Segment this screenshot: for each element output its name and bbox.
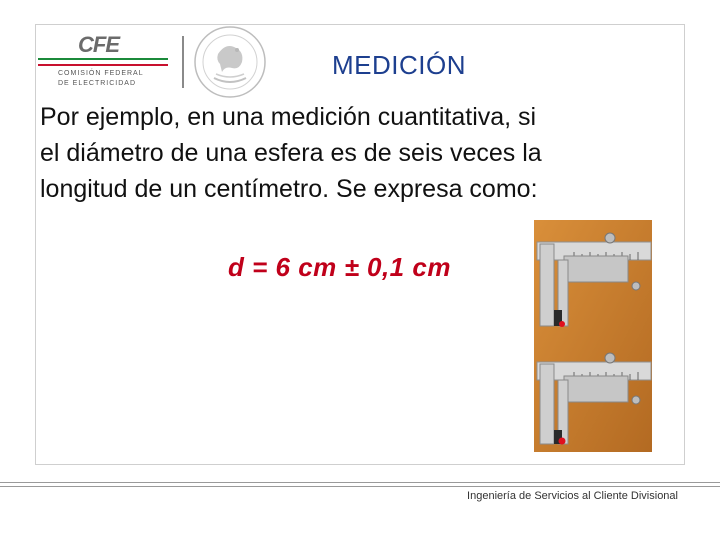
measurement-formula: d = 6 cm ± 0,1 cm xyxy=(228,252,451,282)
logo-red-stripe xyxy=(38,64,168,66)
slide-body-text xyxy=(40,99,686,207)
logo-green-stripe xyxy=(38,58,168,60)
footer-rule-bottom xyxy=(0,486,720,487)
cfe-subtitle-line-1: COMISIÓN FEDERAL xyxy=(58,70,144,77)
footer-text: Ingeniería de Servicios al Cliente Divisional xyxy=(467,490,678,502)
cfe-logo xyxy=(36,30,176,92)
mexico-coat-of-arms-icon xyxy=(192,24,268,100)
slide-title: MEDICIÓN xyxy=(332,50,466,80)
logo-divider xyxy=(182,36,184,88)
cfe-subtitle-line-2: DE ELECTRICIDAD xyxy=(58,80,137,87)
body-line-2: el diámetro de una esfera es de seis veces la xyxy=(40,139,542,167)
vernier-caliper-icon xyxy=(534,220,652,452)
body-line-3: longitud de un centímetro. Se expresa como: xyxy=(40,175,538,203)
body-line-1: Por ejemplo, en una medición cuantitativa, si xyxy=(40,103,537,131)
cfe-logo-mark: CFE xyxy=(78,32,119,57)
footer-rule-top xyxy=(0,482,720,483)
